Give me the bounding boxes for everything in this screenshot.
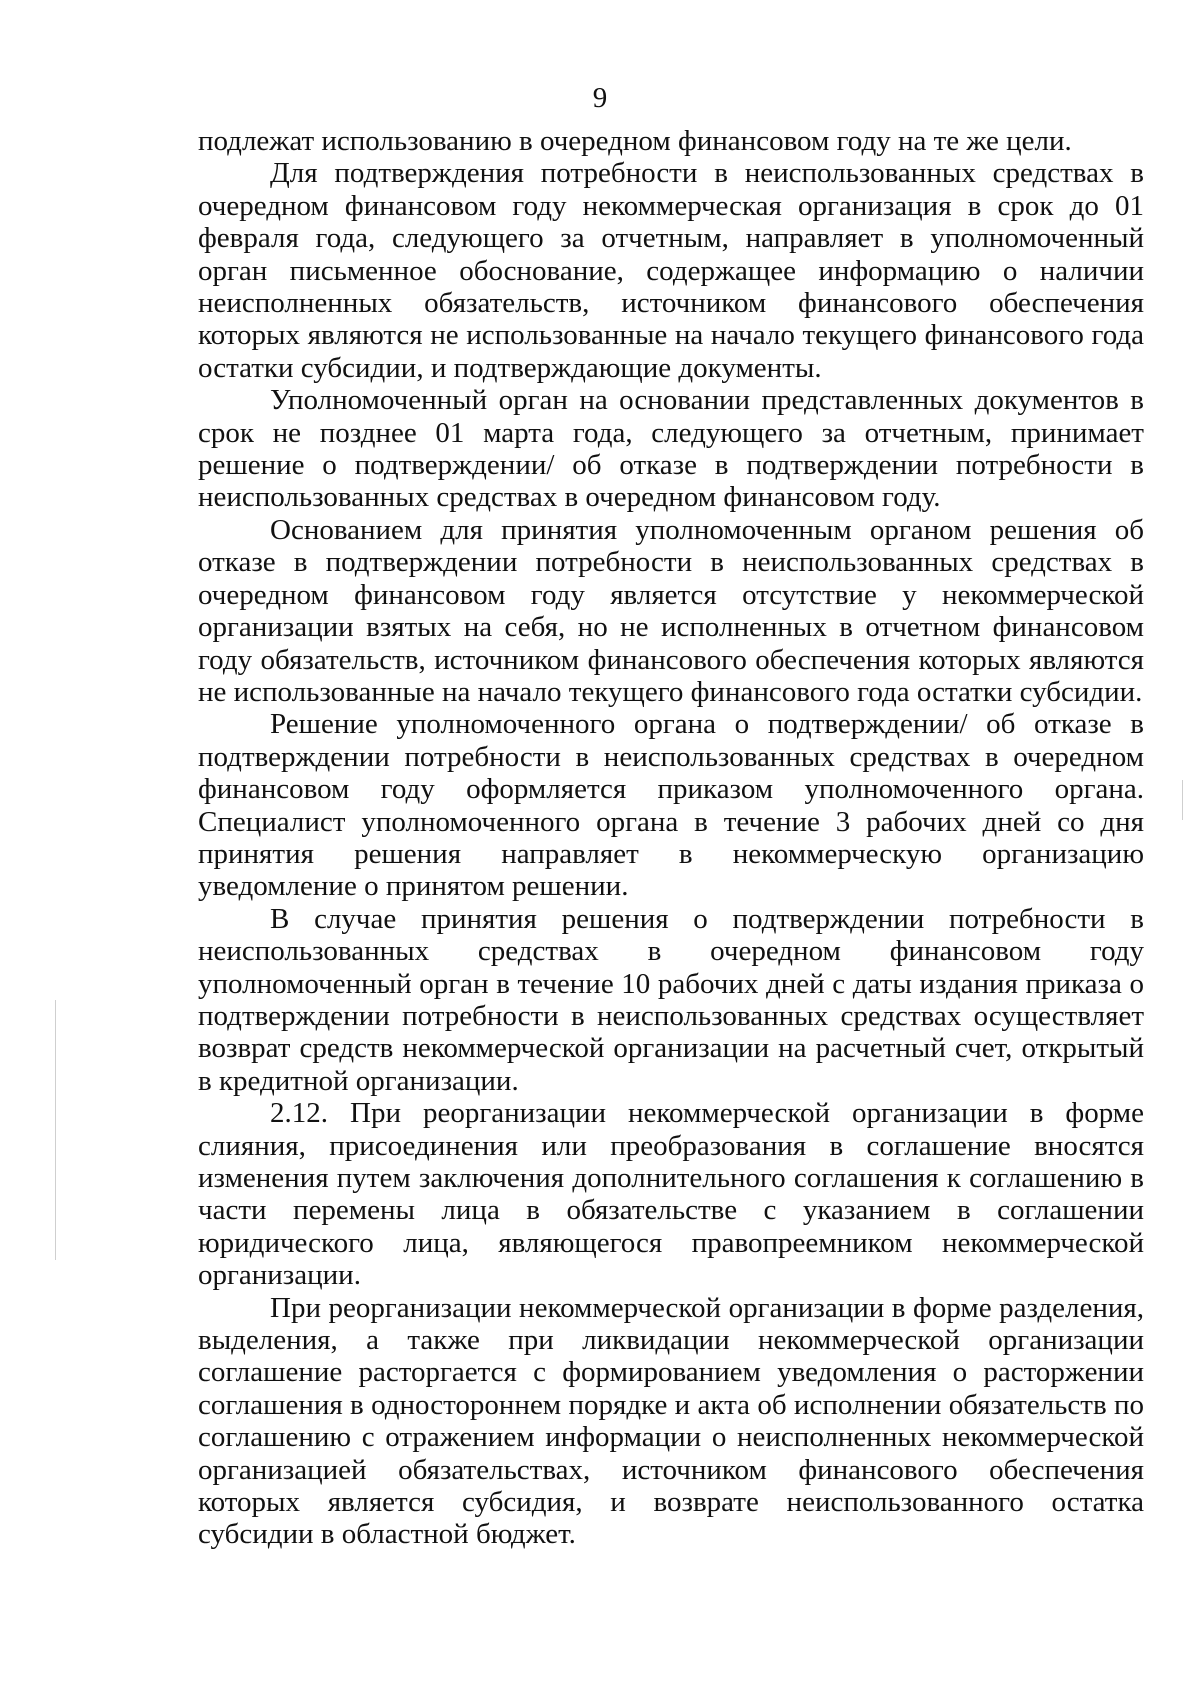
paragraph-1: подлежат использованию в очередном финансовом году на те же цели. [198,125,1072,157]
page-number: 9 [592,82,608,114]
document-body [198,125,1144,1551]
paragraph-8: При реорганизации некоммерческой организации в форме разделения, выделения, а также при ликвидации некоммерческой организации соглашение расторгается с формированием уведомления о расторжении соглашения в одностороннем порядке и акта об исполнении обязательств по соглашению с отражением информации о неисполненных некоммерческой организацией обязательствах, источником финансового обеспечения которых является субсидия, и возврате неиспользованного остатка субсидии в областной бюджет. [198,1291,1144,1551]
scan-edge-mark [55,1000,56,1260]
paragraph-3: Уполномоченный орган на основании представленных документов в срок не позднее 01 марта года, следующего за отчетным, принимает решение о подтверждении/ об отказе в подтверждении потребности в неиспользованных средствах в очередном финансовом году. [198,384,1144,514]
paragraph-5: Решение уполномоченного органа о подтверждении/ об отказе в подтверждении потребности в неиспользованных средствах в очередном финансовом году оформляется приказом уполномоченного органа. Специалист уполномоченного органа в течение 3 рабочих дней со дня принятия решения направляет в некоммерческую организацию уведомление о принятом решении. [198,708,1144,903]
paragraph-4: Основанием для принятия уполномоченным органом решения об отказе в подтверждении потребности в неиспользованных средствах в очередном финансовом году является отсутствие у некоммерческой организации взятых на себя, но не исполненных в отчетном финансовом году обязательств, источником финансового обеспечения которых являются не использованные на начало текущего финансового года остатки субсидии. [198,513,1144,708]
scan-edge-mark-right [1182,780,1183,820]
paragraph-6: В случае принятия решения о подтверждении потребности в неиспользованных средствах в очередном финансовом году уполномоченный орган в течение 10 рабочих дней с даты издания приказа о подтверждении потребности в неиспользованных средствах осуществляет возврат средств некоммерческой организации на расчетный счет, открытый в кредитной организации. [198,902,1144,1097]
paragraph-7: 2.12. При реорганизации некоммерческой организации в форме слияния, присоединения или преобразования в соглашение вносятся изменения путем заключения дополнительного соглашения к соглашению в части перемены лица в обязательстве с указанием в соглашении юридического лица, являющегося правопреемником некоммерческой организации. [198,1097,1144,1292]
paragraph-2: Для подтверждения потребности в неиспользованных средствах в очередном финансовом году некоммерческая организация в срок до 01 февраля года, следующего за отчетным, направляет в уполномоченный орган письменное обоснование, содержащее информацию о наличии неисполненных обязательств, источником финансового обеспечения которых являются не использованные на начало текущего финансового года остатки субсидии, и подтверждающие документы. [198,157,1144,384]
